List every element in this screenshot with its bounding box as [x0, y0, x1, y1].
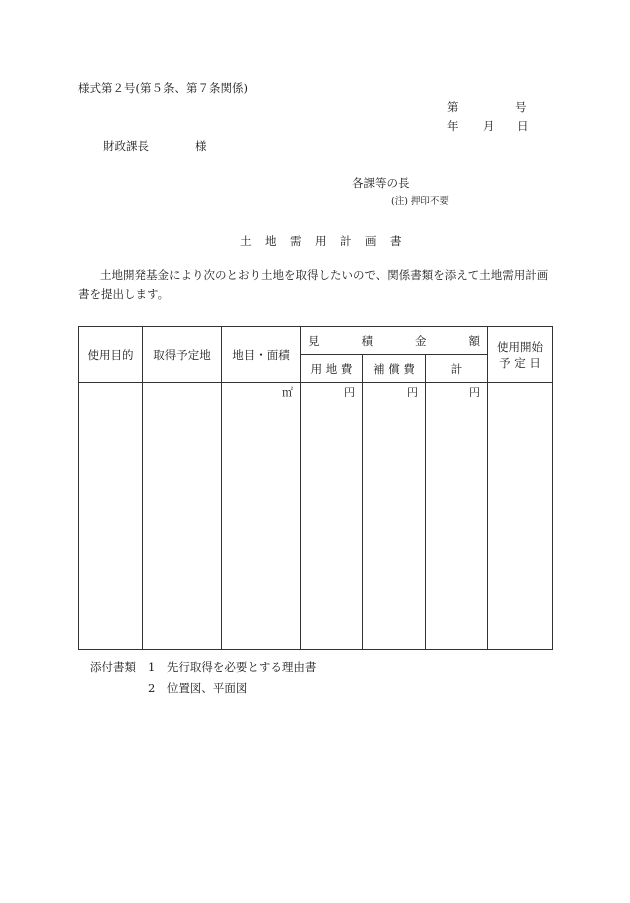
seal-note: (注) 押印不要	[391, 196, 449, 207]
header-start-date-line2: 予 定 日	[499, 355, 541, 370]
header-start-date-line1: 使用開始	[497, 339, 544, 354]
cell-start-date	[488, 383, 553, 650]
addressee: 財政課長	[103, 139, 149, 153]
attachments-label: 添付書類	[90, 660, 136, 674]
cell-area-unit: ㎡	[222, 383, 301, 650]
header-start-date	[488, 327, 553, 383]
header-estimate	[301, 327, 488, 355]
header-land-cost: 用 地 費	[301, 355, 363, 383]
addressee-honorific: 様	[195, 139, 207, 153]
form-number: 様式第２号(第５条、第７条関係)	[78, 81, 248, 95]
cell-total-unit: 円	[426, 383, 488, 650]
date-year-label: 年	[447, 119, 459, 133]
header-estimate-char: 額	[468, 333, 480, 348]
cell-purpose	[79, 383, 143, 650]
cell-compensation-unit: 円	[363, 383, 426, 650]
date-day-label: 日	[517, 119, 529, 133]
header-estimate-char: 見	[308, 333, 320, 348]
sender: 各課等の長	[352, 176, 410, 190]
attachment-item: 1 先行取得を必要とする理由書	[148, 660, 317, 674]
plan-table	[78, 326, 553, 650]
table-row	[79, 383, 553, 650]
header-total: 計	[426, 355, 488, 383]
header-site: 取得予定地	[143, 327, 222, 383]
header-estimate-char: 積	[361, 333, 373, 348]
header-estimate-char: 金	[415, 333, 427, 348]
document-number-label: 第	[447, 100, 459, 114]
header-purpose: 使用目的	[79, 327, 143, 383]
header-compensation: 補 償 費	[363, 355, 426, 383]
document-title: 土地需用計画書	[240, 234, 415, 248]
date-month-label: 月	[483, 119, 495, 133]
document-number-suffix: 号	[515, 100, 527, 114]
header-land-area: 地目・面積	[222, 327, 301, 383]
cell-site	[143, 383, 222, 650]
body-text: 土地開発基金により次のとおり土地を取得したいので、関係書類を添えて土地需用計画書を提出します。	[78, 268, 549, 301]
attachment-item: 2 位置図、平面図	[148, 681, 248, 695]
cell-land-cost-unit: 円	[301, 383, 363, 650]
